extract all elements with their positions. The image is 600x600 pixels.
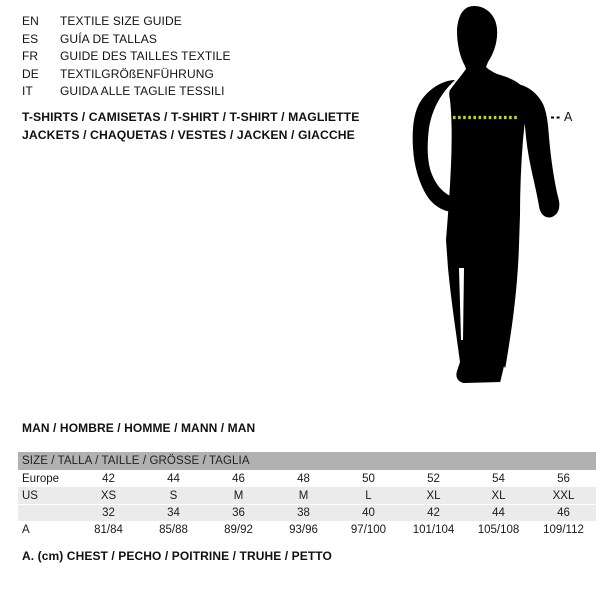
- size-value: 48: [297, 472, 310, 485]
- size-value: 32: [102, 507, 115, 519]
- size-value: 52: [427, 472, 440, 485]
- size-value: 89/92: [224, 523, 253, 536]
- size-value: 38: [297, 507, 310, 519]
- size-value: XXL: [552, 489, 575, 502]
- size-value: 50: [362, 472, 375, 485]
- size-value: 34: [167, 507, 180, 519]
- language-code: IT: [22, 84, 33, 98]
- row-label: US: [22, 489, 38, 502]
- size-table-header: SIZE / TALLA / TAILLE / GRÖSSE / TAGLIA: [18, 452, 596, 470]
- size-value: XL: [426, 489, 441, 502]
- size-value: 40: [362, 507, 375, 519]
- language-title: GUIDA ALLE TAGLIE TESSILI: [60, 84, 225, 98]
- size-value: 46: [557, 507, 570, 519]
- row-label: Europe: [22, 472, 60, 485]
- size-value: M: [233, 489, 244, 502]
- size-value: 54: [492, 472, 505, 485]
- man-body-icon: [446, 6, 526, 383]
- size-value: XS: [100, 489, 117, 502]
- size-value: L: [365, 489, 372, 502]
- language-title: TEXTILGRÖßENFÜHRUNG: [60, 66, 214, 81]
- size-value: 81/84: [94, 523, 123, 536]
- table-row-numeric: [18, 504, 596, 521]
- language-title: GUIDE DES TAILLES TEXTILE: [60, 49, 231, 63]
- size-value: 97/100: [350, 523, 387, 536]
- garment-line-jackets: JACKETS / CHAQUETAS / VESTES / JACKEN / GIACCHE: [22, 128, 355, 142]
- size-table: [18, 452, 596, 538]
- language-code: EN: [22, 14, 39, 28]
- size-value: 105/108: [477, 523, 520, 536]
- size-value: 36: [232, 507, 245, 519]
- language-title: TEXTILE SIZE GUIDE: [60, 14, 182, 28]
- table-row-europe: [18, 470, 596, 487]
- size-value: 56: [557, 472, 570, 485]
- size-value: 46: [232, 472, 245, 485]
- size-value: 42: [102, 472, 115, 485]
- size-value: 101/104: [412, 523, 455, 536]
- size-value: 109/112: [543, 523, 584, 536]
- table-row-us: [18, 487, 596, 504]
- table-row-chest-a: [18, 521, 596, 538]
- size-value: XL: [491, 489, 506, 502]
- size-value: 44: [492, 507, 505, 519]
- language-code: ES: [22, 31, 39, 46]
- size-value: 42: [427, 507, 440, 519]
- section-title-man: MAN / HOMBRE / HOMME / MANN / MAN: [22, 421, 256, 435]
- size-value: 93/96: [289, 523, 318, 536]
- row-label: A: [22, 523, 30, 536]
- language-title: GUÍA DE TALLAS: [60, 31, 157, 46]
- measure-point-a-label: A: [564, 110, 573, 124]
- size-value: 44: [167, 472, 180, 485]
- garment-line-tshirts: T-SHIRTS / CAMISETAS / T-SHIRT / T-SHIRT / MAGLIETTE: [22, 110, 360, 124]
- measurement-footnote: A. (cm) CHEST / PECHO / POITRINE / TRUHE / PETTO: [22, 549, 332, 563]
- language-code: DE: [22, 66, 39, 81]
- size-value: 85/88: [159, 523, 188, 536]
- size-value: M: [298, 489, 309, 502]
- size-value: S: [169, 489, 178, 502]
- man-left-arm-icon: [413, 80, 455, 212]
- language-code: FR: [22, 49, 39, 63]
